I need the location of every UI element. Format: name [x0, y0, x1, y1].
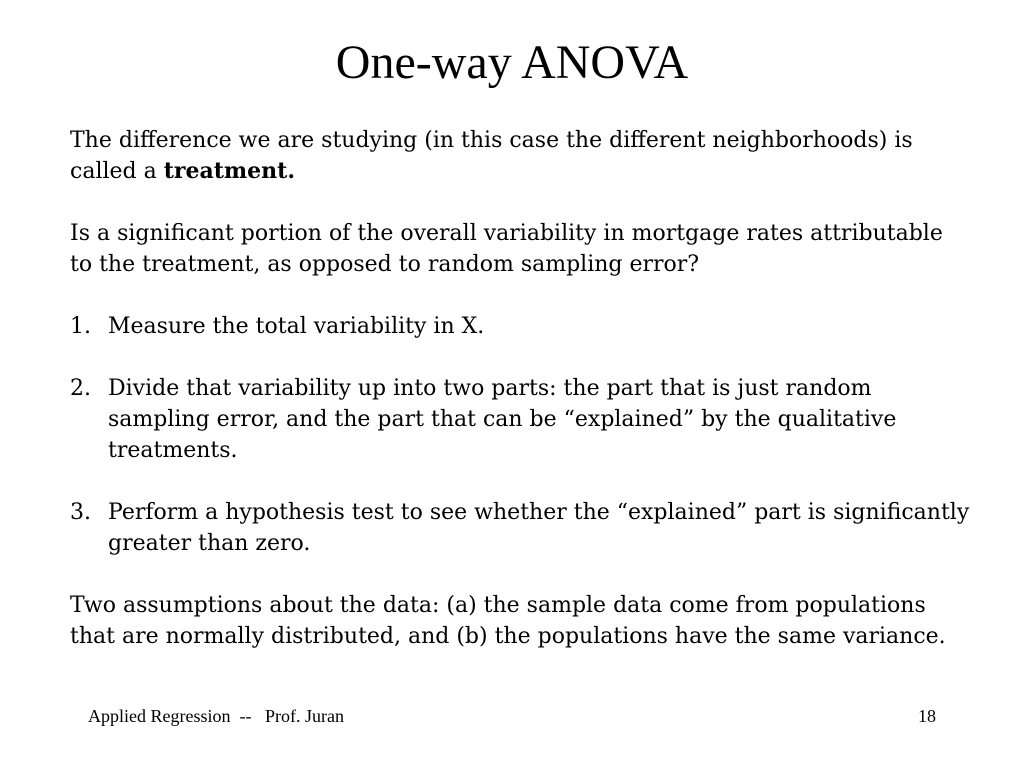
slide-body [70, 125, 970, 652]
paragraph-assumptions: Two assumptions about the data: (a) the sample data come from populations that are normally distributed, and (b) the populations have the same variance. [70, 593, 946, 649]
list-item [70, 373, 970, 466]
paragraph-treatment-definition [70, 125, 970, 187]
paragraph-question: Is a significant portion of the overall variability in mortgage rates attributable to the treatment, as opposed to random sampling error? [70, 221, 943, 277]
list-item [70, 311, 970, 342]
list-item [70, 497, 970, 559]
paragraph-text: The difference we are studying (in this case the different neighborhoods) is called a [70, 128, 913, 184]
footer-course: Applied Regression -- Prof. Juran [88, 706, 344, 726]
page-number: 18 [918, 706, 936, 726]
list-item-text: Measure the total variability in X. [108, 314, 485, 339]
list-item-text: Divide that variability up into two parts: the part that is just random sampling error, and the part that can be “explained” by the qualitative treatments. [108, 376, 897, 463]
list-item-number: 2. [70, 376, 91, 401]
treatment-term: treatment. [163, 158, 295, 184]
list-item-number: 3. [70, 500, 91, 525]
list-item-number: 1. [70, 314, 91, 339]
slide-title: One-way ANOVA [335, 36, 689, 89]
list-item-text: Perform a hypothesis test to see whether the “explained” part is significantly greater than zero. [108, 500, 970, 556]
